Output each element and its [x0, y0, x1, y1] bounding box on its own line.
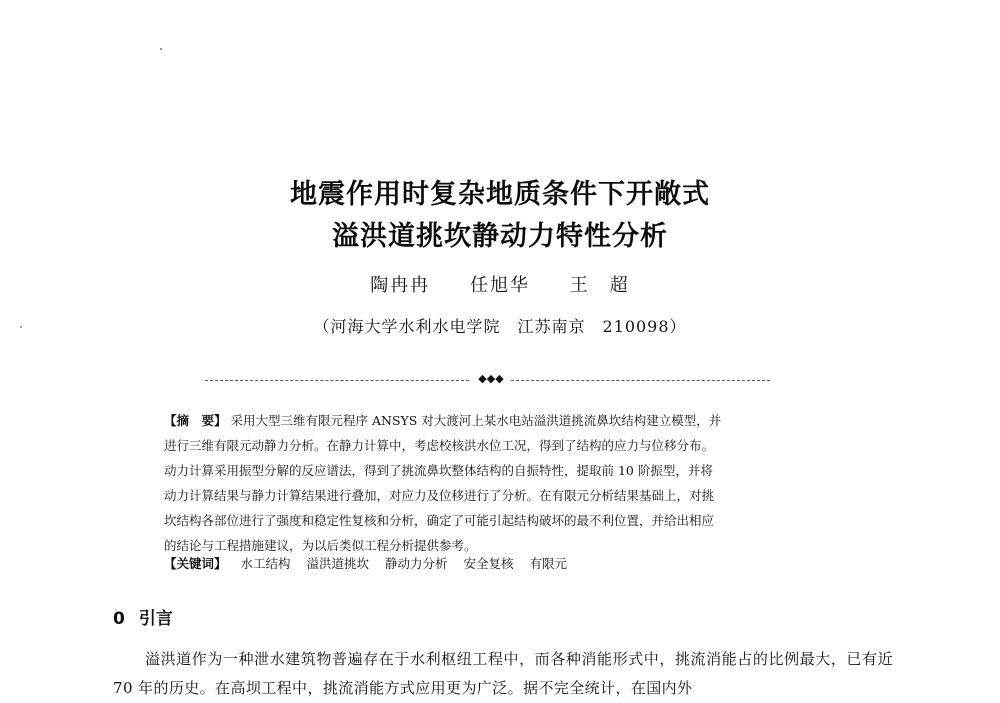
diamond-ornament-icon: ◆◆◆	[471, 372, 511, 386]
keyword: 有限元	[529, 556, 568, 571]
keyword: 静动力分析	[385, 556, 448, 571]
abstract-label: 【摘 要】	[164, 413, 227, 428]
author-1: 陶冉冉	[370, 275, 431, 296]
keyword: 水工结构	[240, 556, 291, 571]
keywords	[164, 551, 844, 576]
paper-title-line-1: 地震作用时复杂地质条件下开敞式	[290, 179, 710, 210]
body-paragraph: 溢洪道作为一种泄水建筑物普遍存在于水利枢纽工程中，而各种消能形式中，挑流消能占的比例最大，已有近 70 年的历史。在高坝工程中，挑流消能方式应用更为广泛。据不完全统计，在国内外	[113, 650, 893, 697]
ornamental-divider	[205, 372, 770, 386]
paper-title-line-2: 溢洪道挑坎静动力特性分析	[332, 221, 668, 252]
author-list	[0, 271, 1000, 297]
abstract-line: 动力计算采用振型分解的反应谱法，得到了挑流鼻坎整体结构的自振特性，提取前 10 阶振型，并将	[164, 463, 713, 478]
keyword: 安全复核	[463, 556, 514, 571]
abstract-line: 坎结构各部位进行了强度和稳定性复核和分析，确定了可能引起结构破坏的最不利位置，并给出相应	[164, 513, 715, 528]
keyword: 溢洪道挑坎	[306, 556, 370, 571]
abstract-line: 动力计算结果与静力计算结果进行叠加，对应力及位移进行了分析。在有限元分析结果基础上，对挑	[164, 488, 715, 503]
section-heading	[113, 604, 173, 629]
section-title: 引言	[138, 609, 173, 629]
affiliation: （河海大学水利水电学院 江苏南京 210098）	[313, 317, 687, 336]
author-2: 任旭华	[470, 275, 530, 296]
abstract-line: 的结论与工程措施建议，为以后类似工程分析提供参考。	[164, 538, 477, 553]
author-3: 王 超	[569, 275, 630, 296]
abstract-line: 进行三维有限元动静力分析。在静力计算中，考虑校核洪水位工况，得到了结构的应力与位移分布。	[164, 438, 715, 453]
scan-speck	[160, 48, 162, 50]
keywords-label: 【关键词】	[164, 556, 227, 571]
scan-speck	[20, 326, 22, 328]
abstract-line: 【摘 要】 采用大型三维有限元程序 ANSYS 对大渡河上某水电站溢洪道挑流鼻坎结构建立模型，并	[164, 413, 722, 428]
section-number: 0	[113, 609, 125, 629]
abstract	[164, 408, 844, 558]
